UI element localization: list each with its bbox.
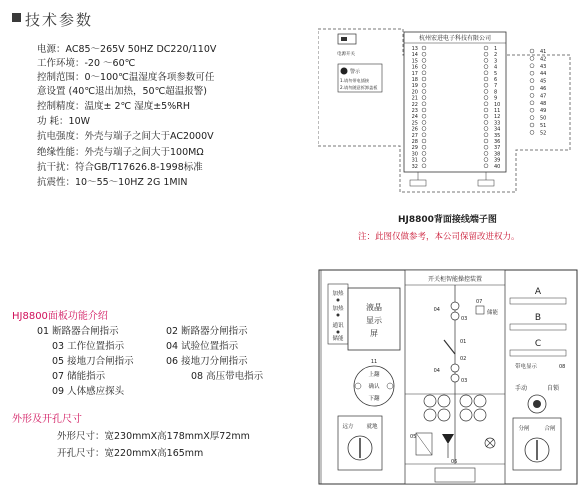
spec-line: 控制范围：0～100℃温湿度各项参数可任: [37, 72, 215, 83]
storage-button-label: 储能: [332, 336, 344, 342]
terminal-screw: [422, 65, 426, 69]
reference-note: 注：此图仅做参考，本公司保留改进权力。: [358, 232, 520, 242]
terminal-screw: [422, 127, 426, 131]
terminal-number: 23: [411, 108, 418, 114]
terminal-screw: [530, 71, 534, 75]
terminal-screw: [484, 139, 488, 143]
terminal-screw: [484, 102, 488, 106]
terminal-screw: [422, 114, 426, 118]
terminal-screw: [484, 89, 488, 93]
terminal-screw: [484, 58, 488, 62]
lcd-label: 显示: [366, 316, 382, 325]
heat-button-label: 加热: [332, 291, 344, 297]
terminal-number: 28: [411, 139, 418, 145]
terminal-number: 48: [540, 100, 547, 107]
function-item: 07 储能指示: [52, 371, 106, 382]
terminal-number: 2: [494, 52, 498, 59]
terminal-screw: [422, 151, 426, 155]
terminal-screw: [422, 46, 426, 50]
remote-label: 远方: [342, 424, 354, 430]
indicator-code: 02: [460, 356, 467, 362]
heat-button-label: 加热: [332, 306, 344, 312]
terminal-number: 40: [494, 163, 501, 170]
lock-label: 自锁: [546, 385, 560, 392]
terminal-number: 26: [411, 126, 418, 133]
terminal-screw: [422, 77, 426, 81]
function-item: 05 接地刀合闸指示: [52, 356, 134, 367]
terminal-number: 44: [540, 71, 547, 78]
terminal-number: 1: [494, 46, 498, 52]
nav-ok-label: 确认: [368, 384, 380, 390]
terminal-screw: [422, 158, 426, 162]
terminal-number: 24: [411, 114, 418, 121]
terminal-screw: [530, 56, 534, 60]
indicator-code: 06: [451, 459, 458, 465]
terminal-screw: [422, 89, 426, 93]
terminal-number: 20: [411, 89, 418, 96]
open-label: 分闸: [518, 426, 530, 432]
spec-line: 绝缘性能：外壳与端子之间大于100MΩ: [37, 147, 204, 158]
terminal-screw: [484, 133, 488, 137]
power-switch-label: 电源开关: [337, 52, 355, 57]
terminal-screw: [530, 123, 534, 127]
spec-line: 意设置 (40℃退出加热，50℃超温报警): [37, 86, 207, 97]
terminal-number: 37: [494, 145, 501, 152]
side-tab-label: 11: [370, 359, 378, 365]
wiring-caption: HJ8800背面接线端子图: [398, 215, 497, 225]
terminal-number: 17: [411, 70, 418, 77]
terminal-screw: [484, 108, 488, 112]
indicator-code: 04: [433, 307, 440, 313]
indicator-code: 05: [410, 434, 417, 440]
terminal-screw: [484, 158, 488, 162]
terminal-number: 30: [411, 151, 418, 158]
terminal-number: 33: [494, 120, 501, 127]
terminal-number: 14: [411, 52, 418, 59]
terminal-number: 6: [494, 77, 498, 83]
close-label: 合闸: [544, 426, 556, 432]
phase-c-label: C: [534, 339, 542, 349]
terminal-number: 43: [540, 63, 547, 70]
spec-line: 功 耗：10W: [37, 116, 91, 127]
indicator-code: 01: [460, 339, 467, 345]
dimensions-title: 外形及开孔尺寸: [12, 414, 82, 425]
terminal-screw: [530, 86, 534, 90]
terminal-number: 12: [494, 114, 501, 121]
spec-line: 电源：AC85～265V 50HZ DC220/110V: [37, 44, 217, 55]
terminal-screw: [422, 102, 426, 106]
terminal-number: 21: [411, 95, 418, 102]
terminal-screw: [484, 71, 488, 75]
terminal-screw: [484, 164, 488, 168]
local-label: 就地: [366, 424, 378, 430]
wiring-diagram: [318, 22, 580, 210]
terminal-number: 34: [494, 126, 501, 133]
terminal-screw: [484, 65, 488, 69]
lcd-label: 屏: [370, 329, 378, 338]
cutout-dimensions: 开孔尺寸：宽220mmX高165mm: [57, 448, 204, 459]
terminal-number: 8: [494, 89, 498, 96]
indicator-code: 04: [433, 368, 440, 374]
spec-line: 工作环境：-20 ～60℃: [37, 58, 136, 69]
terminal-screw: [422, 120, 426, 124]
terminal-screw: [422, 58, 426, 62]
terminal-number: 4: [494, 64, 498, 71]
phase-b-bar: [510, 324, 566, 330]
terminal-block: [404, 32, 506, 172]
terminal-screw: [422, 108, 426, 112]
terminal-screw: [484, 127, 488, 131]
section-marker: [12, 13, 21, 22]
terminal-number: 42: [540, 56, 547, 63]
indicator-code: 03: [461, 316, 468, 322]
terminal-number: 52: [540, 130, 547, 137]
terminal-screw: [484, 52, 488, 56]
terminal-screw: [422, 83, 426, 87]
spec-line: 控制精度：温度± 2℃ 湿度±5%RH: [37, 101, 190, 112]
warning-line: 1.请勿带电插接: [340, 78, 370, 83]
terminal-number: 10: [494, 101, 501, 108]
company-name: 杭州宏进电子科技有限公司: [418, 35, 492, 42]
terminal-screw: [422, 52, 426, 56]
terminal-number: 16: [411, 64, 418, 71]
terminal-screw: [484, 96, 488, 100]
function-item: 08 高压带电指示: [191, 371, 264, 382]
terminal-number: 46: [540, 86, 547, 92]
terminal-number: 5: [494, 70, 498, 77]
terminal-screw: [422, 164, 426, 168]
terminal-number: 11: [494, 108, 501, 114]
terminal-number: 45: [540, 78, 547, 85]
terminal-screw: [530, 108, 534, 112]
terminal-screw: [530, 64, 534, 68]
terminal-number: 41: [540, 49, 547, 55]
terminal-number: 29: [411, 145, 418, 152]
terminal-screw: [484, 120, 488, 124]
terminal-number: 35: [494, 132, 501, 139]
sensor-window: [435, 468, 475, 482]
indicator-code: 07: [476, 299, 483, 305]
terminal-screw: [530, 79, 534, 83]
function-item: 04 试验位置指示: [166, 341, 239, 352]
manual-label: 手动: [514, 385, 528, 392]
front-panel-drawing: [318, 268, 580, 486]
function-item: 01 断路器合闸指示: [37, 326, 119, 337]
terminal-screw: [530, 93, 534, 97]
warning-line: 2.请勿随意拆卸盖板: [340, 85, 378, 90]
warning-icon: [341, 68, 348, 75]
terminal-number: 36: [494, 139, 501, 145]
terminal-number: 50: [540, 115, 547, 122]
live-display-label: 带电显示: [514, 364, 538, 370]
spec-line: 抗干扰：符合GB/T17626.8-1998标准: [37, 162, 203, 173]
function-item: 03 工作位置指示: [52, 341, 125, 352]
panel-functions-title: HJ8800面板功能介绍: [12, 311, 108, 322]
terminal-screw: [422, 71, 426, 75]
outer-dimensions: 外形尺寸：宽230mmX高178mmX厚72mm: [57, 431, 250, 442]
terminal-number: 7: [494, 83, 498, 90]
live-display-code: 08: [559, 364, 566, 370]
storage-label: 储能: [487, 310, 499, 316]
terminal-screw: [484, 77, 488, 81]
comm-button-label: 通讯: [332, 323, 344, 329]
terminal-number: 22: [411, 101, 418, 108]
terminal-screw: [484, 151, 488, 155]
terminal-screw: [530, 101, 534, 105]
nav-down-label: 下翻: [368, 396, 380, 402]
terminal-screw: [484, 145, 488, 149]
terminal-number: 39: [494, 157, 501, 164]
terminal-screw: [422, 133, 426, 137]
terminal-number: 25: [411, 120, 418, 127]
terminal-screw: [422, 139, 426, 143]
indicator-code: 03: [461, 378, 468, 384]
section-title: 技术参数: [25, 11, 94, 29]
warning-title: 警示: [350, 69, 361, 75]
nav-up-label: 上翻: [368, 372, 380, 378]
spec-line: 抗震性：10～55～10HZ 2G 1MIN: [37, 177, 188, 188]
phase-c-bar: [510, 350, 566, 356]
lcd-label: 液晶: [366, 303, 382, 312]
terminal-screw: [484, 83, 488, 87]
terminal-screw: [422, 96, 426, 100]
terminal-screw: [530, 116, 534, 120]
terminal-number: 47: [540, 93, 547, 100]
terminal-screw: [484, 46, 488, 50]
terminal-number: 9: [494, 95, 498, 102]
terminal-number: 19: [411, 83, 418, 90]
terminal-number: 18: [411, 77, 418, 83]
terminal-number: 3: [494, 58, 498, 65]
phase-a-label: A: [534, 287, 542, 297]
terminal-number: 49: [540, 108, 547, 115]
panel-title: 开关柜智能操控装置: [427, 276, 483, 283]
terminal-number: 15: [411, 58, 418, 65]
terminal-screw: [484, 114, 488, 118]
terminal-number: 38: [494, 151, 501, 158]
terminal-number: 32: [411, 163, 418, 170]
terminal-screw: [530, 130, 534, 134]
function-item: 02 断路器分闸指示: [166, 326, 248, 337]
function-item: 06 接地刀分闸指示: [166, 356, 248, 367]
spec-line: 抗电强度：外壳与端子之间大于AC2000V: [37, 131, 214, 142]
terminal-number: 13: [411, 46, 418, 52]
terminal-number: 27: [411, 132, 418, 139]
terminal-number: 51: [540, 123, 547, 129]
terminal-screw: [422, 145, 426, 149]
terminal-screw: [530, 49, 534, 53]
function-item: 09 人体感应探头: [52, 386, 125, 397]
phase-a-bar: [510, 298, 566, 304]
phase-b-label: B: [534, 313, 542, 323]
terminal-number: 31: [411, 157, 418, 164]
